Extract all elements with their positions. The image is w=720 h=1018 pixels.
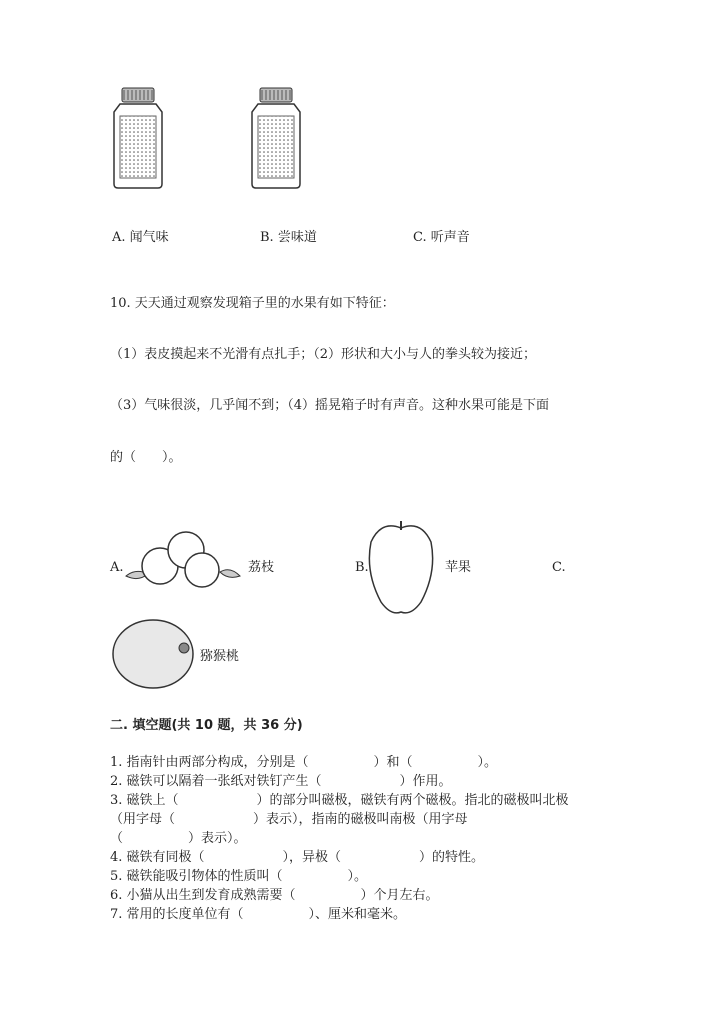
jar-image-b [246,86,306,190]
question-10-line: （1）表皮摸起来不光滑有点扎手；（2）形状和大小与人的拳头较为接近； [110,347,537,362]
fill-question-line: 4. 磁铁有同极（ ），异极（ ）的特性。 [110,850,485,865]
fill-question-line: 7. 常用的长度单位有（ ）、厘米和毫米。 [110,907,407,922]
fill-question-line: 1. 指南针由两部分构成，分别是（ ）和（ ）。 [110,755,498,770]
fruit-option-c: C. [552,560,566,575]
fruit-label-a: 荔枝 [248,560,275,575]
option-c: C. 听声音 [413,230,470,245]
question-10-line: 的（ ）。 [110,450,182,465]
fill-question-line: （用字母（ ）表示），指南的磁极叫南极（用字母 [110,812,468,827]
kiwi-image [110,616,198,692]
apple-image [366,518,436,618]
fill-question-line: 6. 小猫从出生到发育成熟需要（ ）个月左右。 [110,888,439,903]
fill-question-line: 2. 磁铁可以隔着一张纸对铁钉产生（ ）作用。 [110,774,452,789]
fruit-label-c: 猕猴桃 [200,649,240,664]
fruit-option-b: B. [355,560,369,575]
question-10-stem: 10. 天天通过观察发现箱子里的水果有如下特征： [110,296,395,311]
option-a: A. 闻气味 [112,230,169,245]
jar-image-a [108,86,168,190]
lychee-image [124,528,242,588]
fruit-option-a: A. [110,560,124,575]
fruit-label-b: 苹果 [445,560,472,575]
fill-question-line: 5. 磁铁能吸引物体的性质叫（ ）。 [110,869,368,884]
question-10-line: （3）气味很淡，几乎闻不到；（4）摇晃箱子时有声音。这种水果可能是下面 [110,398,550,413]
option-b: B. 尝味道 [260,230,317,245]
fill-question-line: （ ）表示）。 [110,831,247,846]
fill-question-line: 3. 磁铁上（ ）的部分叫磁极，磁铁有两个磁极。指北的磁极叫北极 [110,793,569,808]
section-title: 二. 填空题(共 10 题，共 36 分) [110,718,303,733]
